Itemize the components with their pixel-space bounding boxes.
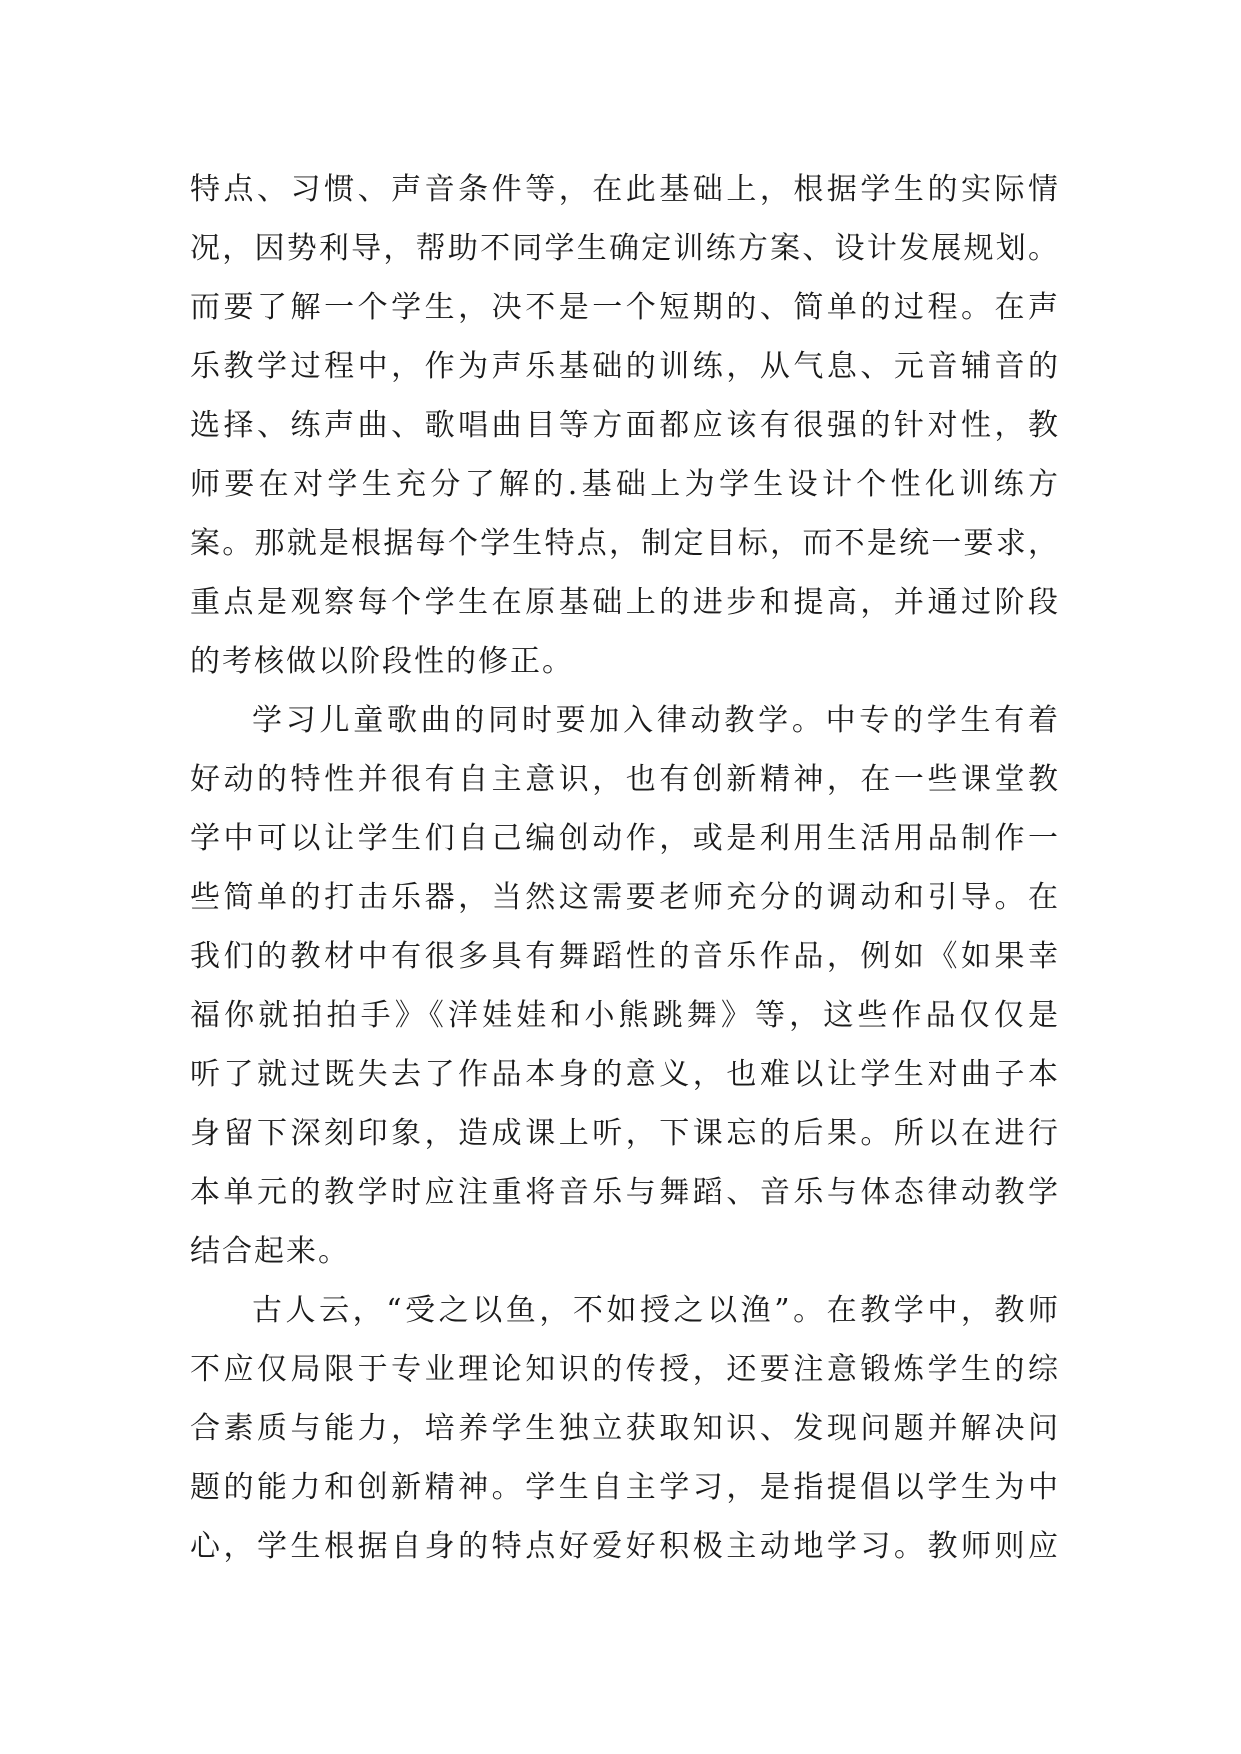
text-line: 的考核做以阶段性的修正。 xyxy=(190,644,574,679)
text-line: 好动的特性并很有自主意识，也有创新精神，在一些课堂教 xyxy=(190,762,1060,797)
text-line: 师要在对学生充分了解的.基础上为学生设计个性化训练方 xyxy=(190,467,1060,502)
paragraph-1 xyxy=(190,160,1060,691)
text-line: 心，学生根据自身的特点好爱好积极主动地学习。教师则应 xyxy=(190,1529,1060,1564)
text-line: 题的能力和创新精神。学生自主学习，是指提倡以学生为中 xyxy=(190,1470,1060,1505)
text-line: 学习儿童歌曲的同时要加入律动教学。中专的学生有着 xyxy=(252,703,1060,738)
text-line: 听了就过既失去了作品本身的意义，也难以让学生对曲子本 xyxy=(190,1057,1060,1092)
text-line: 身留下深刻印象，造成课上听，下课忘的后果。所以在进行 xyxy=(190,1116,1060,1151)
text-line: 特点、习惯、声音条件等，在此基础上，根据学生的实际情 xyxy=(190,172,1060,207)
paragraph-3 xyxy=(190,1281,1060,1576)
text-line: 况，因势利导，帮助不同学生确定训练方案、设计发展规划。 xyxy=(190,231,1060,266)
text-line: 案。那就是根据每个学生特点，制定目标，而不是统一要求， xyxy=(190,526,1060,561)
text-line: 合素质与能力，培养学生独立获取知识、发现问题并解决问 xyxy=(190,1411,1060,1446)
text-line: 些简单的打击乐器，当然这需要老师充分的调动和引导。在 xyxy=(190,880,1060,915)
text-line: 结合起来。 xyxy=(190,1234,350,1269)
text-line: 选择、练声曲、歌唱曲目等方面都应该有很强的针对性，教 xyxy=(190,408,1060,443)
paragraph-2 xyxy=(190,691,1060,1281)
text-line: 而要了解一个学生，决不是一个短期的、简单的过程。在声 xyxy=(190,290,1060,325)
text-line: 学中可以让学生们自己编创动作，或是利用生活用品制作一 xyxy=(190,821,1060,856)
text-line: 乐教学过程中，作为声乐基础的训练，从气息、元音辅音的 xyxy=(190,349,1060,384)
text-line: 重点是观察每个学生在原基础上的进步和提高，并通过阶段 xyxy=(190,585,1060,620)
text-line: 我们的教材中有很多具有舞蹈性的音乐作品，例如《如果幸 xyxy=(190,939,1060,974)
text-line: 不应仅局限于专业理论知识的传授，还要注意锻炼学生的综 xyxy=(190,1352,1060,1387)
text-line: 福你就拍拍手》《洋娃娃和小熊跳舞》等，这些作品仅仅是 xyxy=(190,998,1060,1033)
text-line: 古人云，“受之以鱼，不如授之以渔”。在教学中，教师 xyxy=(252,1293,1060,1328)
body-text xyxy=(190,160,1060,1576)
text-line: 本单元的教学时应注重将音乐与舞蹈、音乐与体态律动教学 xyxy=(190,1175,1060,1210)
